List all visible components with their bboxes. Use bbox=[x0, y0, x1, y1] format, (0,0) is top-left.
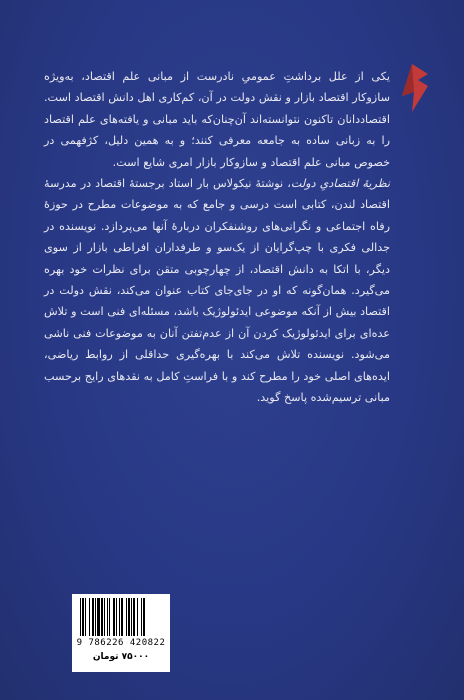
barcode-bar bbox=[128, 598, 130, 636]
barcode-bars bbox=[78, 598, 164, 638]
blurb-paragraph-1: یکی از علل برداشتِ عمومیِ نادرست از مبانی علم اقتصاد، به‌ویژه سازوکار اقتصاد بازار و نقش دولت در آن، کم‌کاری اهل دانش اقتصاد است. اقتصاددانان تاکنون نتوانسته‌اند آن‌چنان‌که باید مبانی و یافته‌های علم اقتصاد را به زبانی ساده به جامعه معرفی کنند؛ و به همین دلیل، کژفهمی در خصوص مبانی علم اقتصاد و سازوکار بازار امری شایع است. bbox=[44, 70, 390, 169]
barcode-bar bbox=[141, 598, 142, 636]
publisher-logo-icon bbox=[394, 62, 430, 114]
barcode-bar bbox=[95, 598, 96, 636]
barcode-bar bbox=[113, 598, 115, 636]
barcode-sticker bbox=[72, 594, 170, 672]
barcode-bar bbox=[126, 598, 127, 636]
barcode-bar bbox=[104, 598, 105, 636]
barcode-bar bbox=[131, 598, 132, 636]
barcode-bar bbox=[116, 598, 117, 636]
barcode-bar bbox=[80, 598, 81, 636]
blurb-paragraph-2-text: ، نوشتهٔ نیکولاس بار استاد برجستهٔ اقتصاد در مدرسهٔ اقتصاد لندن، کتابی است درسی و جامع که به موضوعات مطرح در حوزهٔ رفاه اجتماعی و نگرانی‌های روشنفکران دربارهٔ آنها می‌پردازد. نویسنده در جدالی فکری با چپ‌گرایان از یک‌سو و طرفداران افراطی بازار از سوی دیگر، با اتکا به دانش اقتصاد، از چهارچوبی متقن برای نظرات خود بهره می‌گیرد. همان‌گونه که او در جای‌جای کتاب عنوان می‌کند، نقش دولت در اقتصاد بیش از آنکه موضوعی ایدئولوژیک باشد، مسئله‌ای فنی است و تلاش عده‌ای برای ایدئولوژیک کردن آن از عدم‌تفتن آنان به موضوعات فنی ناشی می‌شود. نویسنده تلاش می‌کند با بهره‌گیری حداقلی از روابط ریاضی، ایده‌های اصلی خود را مطرح کند و با فراستِ کامل به نقدهای رایج برحسب مبانی ترسیم‌شده پاسخ گوید. bbox=[44, 177, 390, 405]
barcode-bar bbox=[82, 598, 84, 636]
barcode-bar bbox=[97, 598, 100, 636]
book-title: نظریهٔ اقتصادیِ دولت bbox=[290, 177, 390, 191]
blurb-paragraph-2 bbox=[44, 173, 390, 408]
back-cover-blurb bbox=[44, 66, 390, 409]
isbn-number: 9 786226 420822 bbox=[76, 638, 166, 648]
barcode-bar bbox=[85, 598, 86, 636]
barcode-bar bbox=[143, 598, 145, 636]
barcode-bar bbox=[121, 598, 123, 636]
barcode-bar bbox=[101, 598, 103, 636]
barcode-bar bbox=[133, 598, 135, 636]
barcode-bar bbox=[92, 598, 94, 636]
barcode-bar bbox=[109, 598, 110, 636]
barcode-bar bbox=[119, 598, 120, 636]
price-label: ۷۵۰۰۰ تومان bbox=[92, 652, 150, 662]
barcode-bar bbox=[89, 598, 90, 636]
publisher-logo-icon-graphic bbox=[394, 62, 430, 114]
barcode-bar bbox=[137, 598, 138, 636]
barcode-bar bbox=[107, 598, 108, 636]
